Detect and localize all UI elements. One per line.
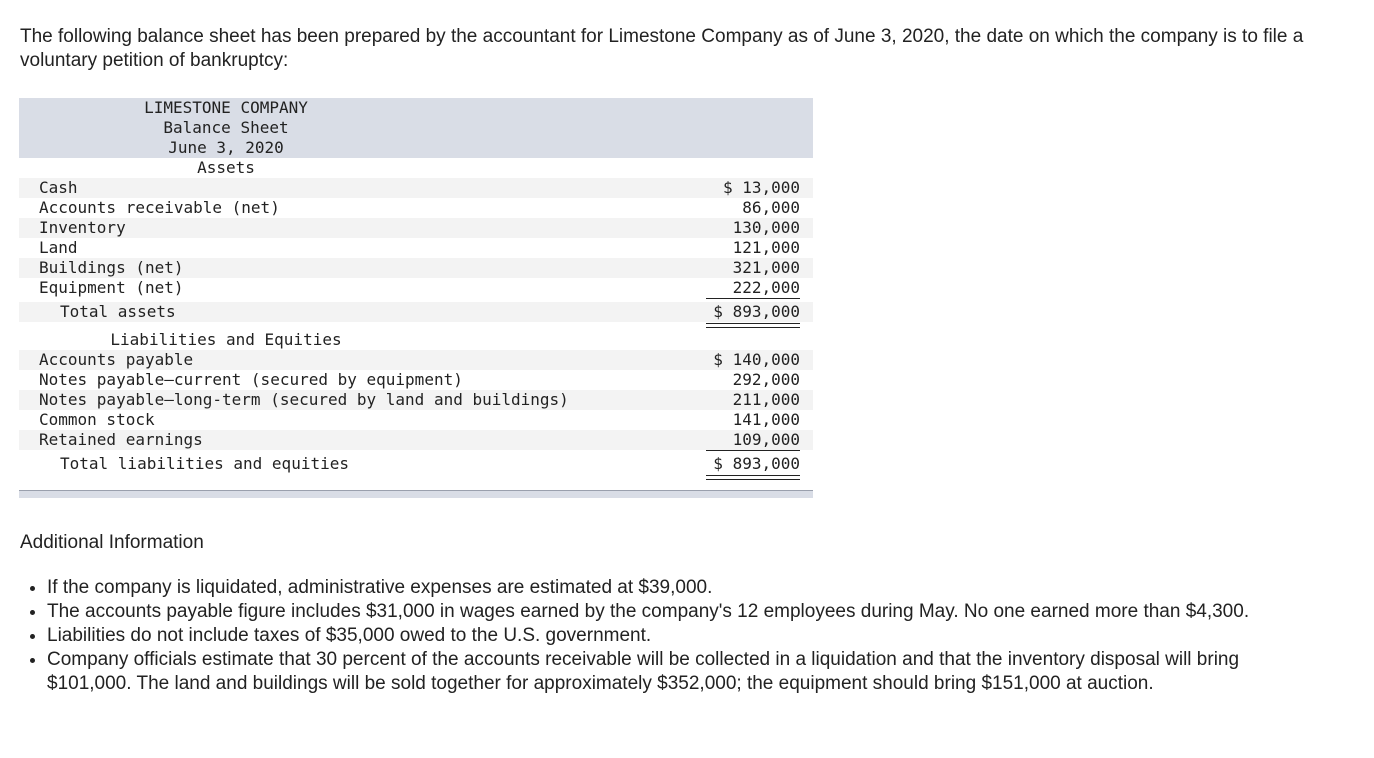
row-amount: 130,000 — [732, 218, 800, 237]
row-label: Retained earnings — [39, 430, 203, 449]
row-label: Notes payable—current (secured by equipment) — [39, 370, 463, 389]
row-label: Common stock — [39, 410, 155, 429]
additional-info-list — [20, 576, 1297, 696]
table-row — [19, 370, 813, 390]
table-row — [19, 238, 813, 258]
total-assets-row — [19, 302, 813, 322]
total-double-rule — [706, 323, 800, 328]
table-row — [19, 278, 813, 298]
row-label: Notes payable—long-term (secured by land and buildings) — [39, 390, 569, 409]
list-item: • Company officials estimate that 30 percent of the accounts receivable will be collected in a liquidation and that the inventory disposal will bring $101,000. The land and buildings will be sold together for approximately $352,000; the equipment should bring $151,000 at auction. — [47, 648, 1297, 696]
table-row — [19, 390, 813, 410]
problem-intro: The following balance sheet has been prepared by the accountant for Limestone Company as of June 3, 2020, the date on which the company is to file a voluntary petition of bankruptcy: — [20, 26, 1304, 71]
liabilities-heading: Liabilities and Equities — [110, 330, 342, 349]
table-row — [19, 350, 813, 370]
row-label: Inventory — [39, 218, 126, 237]
company-name: LIMESTONE COMPANY — [144, 98, 308, 117]
row-amount: 321,000 — [732, 258, 800, 277]
statement-title: Balance Sheet — [163, 118, 289, 137]
table-row — [19, 258, 813, 278]
row-label: Total liabilities and equities — [60, 454, 349, 473]
total-liabilities-row — [19, 454, 813, 474]
row-amount: 292,000 — [732, 370, 800, 389]
row-amount: $ 13,000 — [722, 178, 800, 197]
table-row — [19, 178, 813, 198]
list-item: • Liabilities do not include taxes of $35,000 owed to the U.S. government. — [47, 624, 1297, 648]
list-item: • If the company is liquidated, administrative expenses are estimated at $39,000. — [47, 576, 1297, 600]
row-label: Buildings (net) — [39, 258, 184, 277]
row-amount: 86,000 — [742, 198, 800, 217]
row-label: Accounts receivable (net) — [39, 198, 280, 217]
row-label: Accounts payable — [39, 350, 194, 369]
table-row — [19, 430, 813, 450]
additional-info-heading: Additional Information — [20, 532, 204, 553]
balance-sheet — [19, 98, 813, 473]
subtotal-rule — [706, 298, 800, 299]
table-row — [19, 218, 813, 238]
row-amount: 141,000 — [732, 410, 800, 429]
subtotal-rule — [706, 450, 800, 451]
row-label: Cash — [39, 178, 78, 197]
row-amount: 222,000 — [732, 278, 800, 297]
balance-sheet-header — [19, 98, 813, 158]
row-label: Land — [39, 238, 78, 257]
row-amount: $ 893,000 — [713, 302, 800, 321]
row-amount: 109,000 — [732, 430, 800, 449]
row-amount: $ 893,000 — [713, 454, 800, 473]
row-label: Total assets — [60, 302, 176, 321]
row-amount: 211,000 — [732, 390, 800, 409]
table-row — [19, 410, 813, 430]
row-label: Equipment (net) — [39, 278, 184, 297]
total-double-rule — [706, 475, 800, 480]
assets-heading: Assets — [197, 158, 255, 177]
list-item: • The accounts payable figure includes $31,000 in wages earned by the company's 12 employees during May. No one earned more than $4,300. — [47, 600, 1297, 624]
row-amount: $ 140,000 — [713, 350, 800, 369]
statement-date: June 3, 2020 — [168, 138, 284, 157]
row-amount: 121,000 — [732, 238, 800, 257]
table-row — [19, 198, 813, 218]
table-bottom-bar — [19, 490, 813, 498]
